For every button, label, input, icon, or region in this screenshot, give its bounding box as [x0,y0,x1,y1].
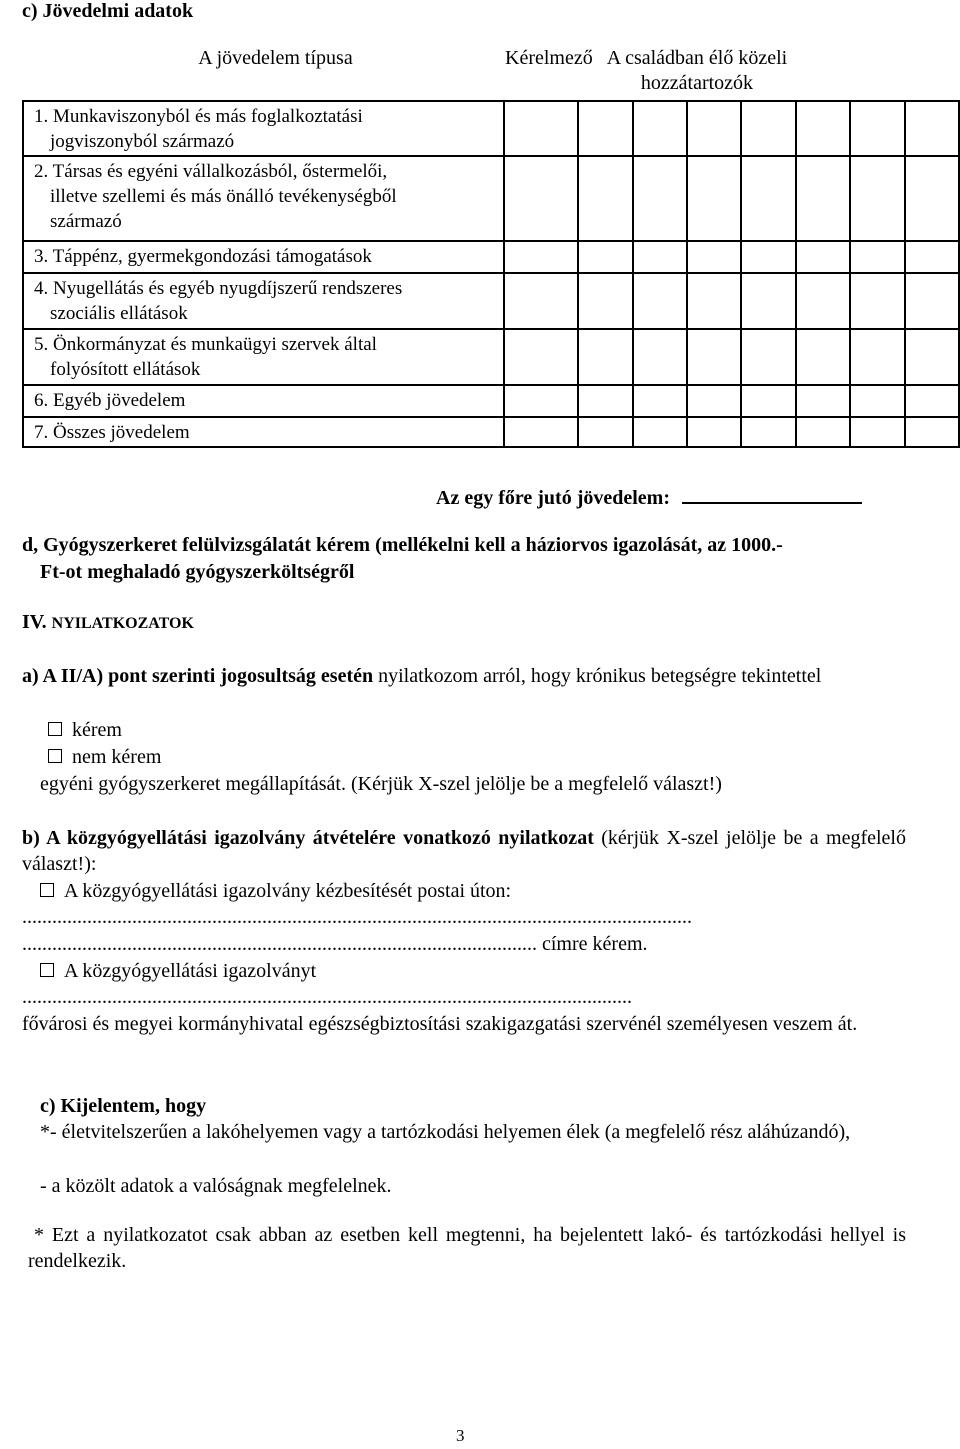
family-member-cell[interactable] [687,241,741,273]
family-member-cell[interactable] [796,329,850,385]
applicant-cell[interactable] [504,329,578,385]
family-member-cell[interactable] [850,156,904,241]
family-member-cell[interactable] [741,417,795,447]
applicant-cell[interactable] [504,101,578,156]
table-row [23,273,959,329]
b-option-personal[interactable]: A közgyógyellátási igazolványt [40,958,316,984]
family-member-cell[interactable] [741,156,795,241]
a-closing: egyéni gyógyszerkeret megállapítását. (Kérjük X-szel jelölje be a megfelelő választ!) [40,773,722,795]
family-member-cell[interactable] [633,156,687,241]
col-applicant-header: Kérelmező [505,47,593,69]
income-type-label: jogviszonyból származó [50,131,235,152]
c-line2: - a közölt adatok a valóságnak megfelelnek. [40,1175,392,1197]
family-member-cell[interactable] [687,273,741,329]
family-member-cell[interactable] [850,101,904,156]
table-row [23,417,959,447]
b-office: fővárosi és megyei kormányhivatal egészségbiztosítási szakigazgatási szervénél személyesen veszem át. [22,1013,858,1035]
family-member-cell[interactable] [687,101,741,156]
family-member-cell[interactable] [905,417,959,447]
income-type-label: 4. Nyugellátás és egyéb nyugdíjszerű rendszeres [34,278,403,299]
b-dots-1[interactable]: ...................................................................................................................................... [22,906,692,928]
family-member-cell[interactable] [905,385,959,417]
b-option-postal[interactable]: A közgyógyellátási igazolvány kézbesítését postai úton: [40,878,511,904]
family-member-cell[interactable] [687,417,741,447]
per-capita-value-blank[interactable] [682,484,862,504]
checkbox-icon[interactable] [40,963,54,977]
checkbox-icon[interactable] [48,722,62,736]
section-d-line1: d, Gyógyszerkeret felülvizsgálatát kérem (mellékelni kell a háziorvos igazolását, az 1000.- [22,534,783,556]
table-row [23,101,959,156]
table-row [23,329,959,385]
col-type-header: A jövedelem típusa [198,47,353,69]
family-member-cell[interactable] [633,241,687,273]
family-member-cell[interactable] [687,329,741,385]
family-member-cell[interactable] [905,273,959,329]
income-type-label: 7. Összes jövedelem [34,422,190,443]
page-number: 3 [456,1426,465,1445]
income-type-label: folyósított ellátások [50,359,201,380]
income-type-cell [23,273,504,329]
family-member-cell[interactable] [905,329,959,385]
income-type-cell [23,385,504,417]
applicant-cell[interactable] [504,385,578,417]
income-table-rows [22,100,960,448]
a-intro: a) A II/A) pont szerinti jogosultság esetén nyilatkozom arról, hogy krónikus betegségre tekintettel [22,665,822,687]
family-member-cell[interactable] [905,241,959,273]
income-type-cell [23,417,504,447]
income-type-cell [23,156,504,241]
family-member-cell[interactable] [850,385,904,417]
income-type-label: 2. Társas és egyéni vállalkozásból, őstermelői, [34,161,388,182]
a-option-nem-kerem[interactable]: nem kérem [48,744,161,770]
income-type-label: 3. Táppénz, gyermekgondozási támogatások [34,246,372,267]
family-member-cell[interactable] [578,329,632,385]
income-type-label: 5. Önkormányzat és munkaügyi szervek által [34,334,377,355]
applicant-cell[interactable] [504,241,578,273]
table-row [23,241,959,273]
family-member-cell[interactable] [741,241,795,273]
family-member-cell[interactable] [796,101,850,156]
income-type-label: szociális ellátások [50,303,188,324]
per-capita-line: Az egy főre jutó jövedelem: [436,484,862,511]
family-member-cell[interactable] [633,273,687,329]
family-member-cell[interactable] [578,417,632,447]
section-c-title: c) Jövedelmi adatok [22,0,194,22]
income-type-label: 1. Munkaviszonyból és más foglalkoztatási [34,106,363,127]
family-member-cell[interactable] [578,241,632,273]
family-member-cell[interactable] [905,156,959,241]
family-member-cell[interactable] [850,273,904,329]
family-member-cell[interactable] [578,156,632,241]
b-intro: b) A közgyógyellátási igazolvány átvételére vonatkozó nyilatkozat (kérjük X-szel jelölje be a megfelelő választ!): [22,827,906,875]
family-member-cell[interactable] [850,417,904,447]
applicant-cell[interactable] [504,156,578,241]
col-family-header: A családban élő közeli hozzátartozók [606,47,788,94]
family-member-cell[interactable] [741,273,795,329]
family-member-cell[interactable] [633,417,687,447]
income-type-label: 6. Egyéb jövedelem [34,390,186,411]
applicant-cell[interactable] [504,273,578,329]
income-table [22,44,787,98]
footnote: * Ezt a nyilatkozatot csak abban az esetben kell megtenni, ha bejelentett lakó- és tartózkodási hellyel is rendelkezik. [28,1224,906,1272]
family-member-cell[interactable] [796,156,850,241]
family-member-cell[interactable] [578,273,632,329]
table-row [23,385,959,417]
a-option-kerem[interactable]: kérem [48,717,122,743]
table-row [23,156,959,241]
income-type-cell [23,241,504,273]
family-member-cell[interactable] [850,241,904,273]
family-member-cell[interactable] [687,385,741,417]
family-member-cell[interactable] [633,329,687,385]
checkbox-icon[interactable] [48,749,62,763]
family-member-cell[interactable] [741,329,795,385]
family-member-cell[interactable] [633,101,687,156]
family-member-cell[interactable] [796,241,850,273]
b-dots-3[interactable]: .......................................................................................................................... [22,986,632,1008]
family-member-cell[interactable] [796,385,850,417]
income-type-cell [23,329,504,385]
family-member-cell[interactable] [633,385,687,417]
section-d-line2: Ft-ot meghaladó gyógyszerköltségről [40,561,355,583]
section-iv-title: IV. NYILATKOZATOK [22,611,194,633]
c-line1: *- életvitelszerűen a lakóhelyemen vagy a tartózkodási helyemen élek (a megfelelő rész aláhúzandó), [40,1121,851,1143]
family-member-cell[interactable] [578,385,632,417]
income-type-label: származó [50,211,122,232]
income-type-cell [23,101,504,156]
checkbox-icon[interactable] [40,883,54,897]
family-member-cell[interactable] [850,329,904,385]
family-member-cell[interactable] [741,101,795,156]
b-address-line[interactable]: ....................................................................................................... címre kérem. [22,933,648,955]
family-member-cell[interactable] [796,273,850,329]
c-title: c) Kijelentem, hogy [40,1095,207,1117]
income-type-label: illetve szellemi és más önálló tevékenységből [50,186,397,207]
family-member-cell[interactable] [578,101,632,156]
family-member-cell[interactable] [741,385,795,417]
family-member-cell[interactable] [796,417,850,447]
family-member-cell[interactable] [687,156,741,241]
family-member-cell[interactable] [905,101,959,156]
applicant-cell[interactable] [504,417,578,447]
